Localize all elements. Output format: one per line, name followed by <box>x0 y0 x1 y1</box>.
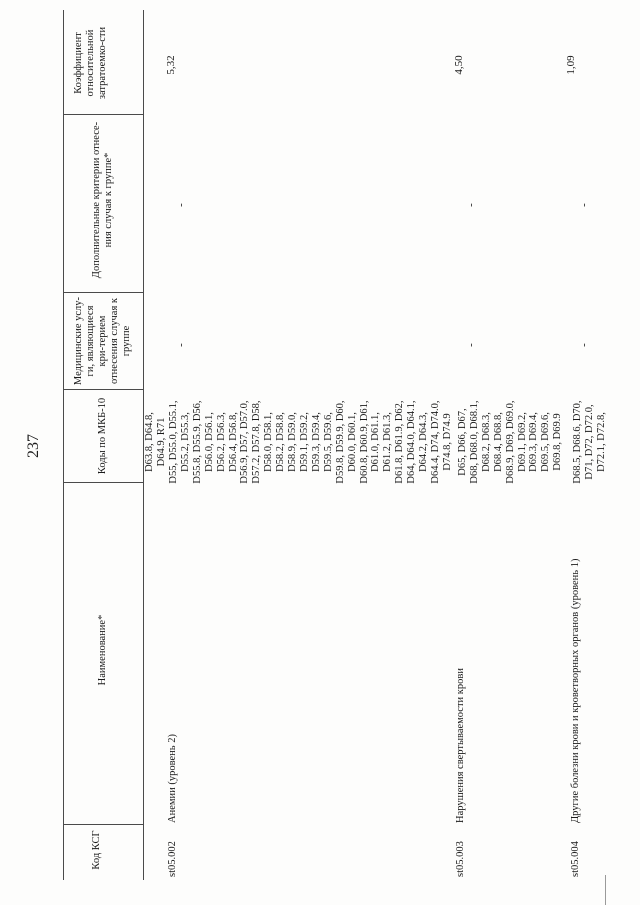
row-coef: 4,50 <box>453 55 465 75</box>
header-coef: Коэффициент относительной затратоемко-сти <box>73 26 108 100</box>
row-code: st05.003 <box>455 841 466 877</box>
row-name: Нарушения свертываемости крови <box>455 668 466 823</box>
row-code: st05.004 <box>570 841 581 877</box>
row-coef: 5,32 <box>165 55 177 75</box>
row-services: - <box>578 343 590 347</box>
row-criteria: - <box>578 203 590 207</box>
column-divider-2 <box>63 482 143 483</box>
mkb-codes: D65, D66, D67, D68, D68.0, D68.1, D68.2, D68.3, D68.4, D68.8, D68.9, D69, D69.0, D69.1, D69.2, D69.3, D69.4, D69.5, D69.6, D69.8, D69.9 <box>457 400 564 484</box>
row-services: - <box>175 343 187 347</box>
column-divider-5 <box>63 114 143 115</box>
row-code: st05.002 <box>167 841 178 877</box>
header-criteria: Дополнительные критерии отнесе-ния случая к группе* <box>91 121 114 279</box>
page-number: 237 <box>25 434 42 458</box>
row-services: - <box>465 343 477 347</box>
column-divider-1 <box>63 824 143 825</box>
header-code: Код КСГ <box>91 830 102 870</box>
column-divider-4 <box>63 292 143 293</box>
scan-margin-mark <box>605 875 606 905</box>
mkb-codes-continued: D63.8, D64.8, D64.9, R71 <box>144 412 167 472</box>
table-top-border <box>63 10 64 880</box>
row-coef: 1,09 <box>565 55 577 75</box>
row-criteria: - <box>175 203 187 207</box>
mkb-codes: D55, D55.0, D55.1, D55.2, D55.3, D55.8, D55.9, D56, D56.0, D56.1, D56.2, D56.3, D56.4, D56.8, D56.9, D57, D57.0, D57.2, D57.8, D58, D58.0, D58.1, D58.2, D58.8, D58.9, D59.0, D59.1, D59.2, D59.3, D59.4, D59.5, D59.6, D59.8, D59.9, D60, D60.0, D60.1, D60.8, D60.9, D61, D61.0, D61.1, D61.2, D61.3, D61.8, D61.9, D62, D64, D64.0, D64.1, D64.2, D64.3, D64.4, D74, D74.0, D74.8, D74.9 <box>168 400 453 484</box>
row-name: Анемии (уровень 2) <box>167 734 178 823</box>
row-criteria: - <box>465 203 477 207</box>
row-name: Другие болезни крови и кроветворных органов (уровень 1) <box>570 558 581 823</box>
rotated-page <box>25 10 615 880</box>
header-services: Медицинские услу-ги, являющиеся кри-терием отнесения случая к группе <box>73 296 132 386</box>
column-divider-3 <box>63 389 143 390</box>
header-name: Наименование* <box>97 614 108 686</box>
mkb-codes: D68.5, D68.6, D70, D71, D72, D72.0, D72.1, D72.8, <box>572 400 607 484</box>
header-mkb: Коды по МКБ-10 <box>97 397 108 475</box>
